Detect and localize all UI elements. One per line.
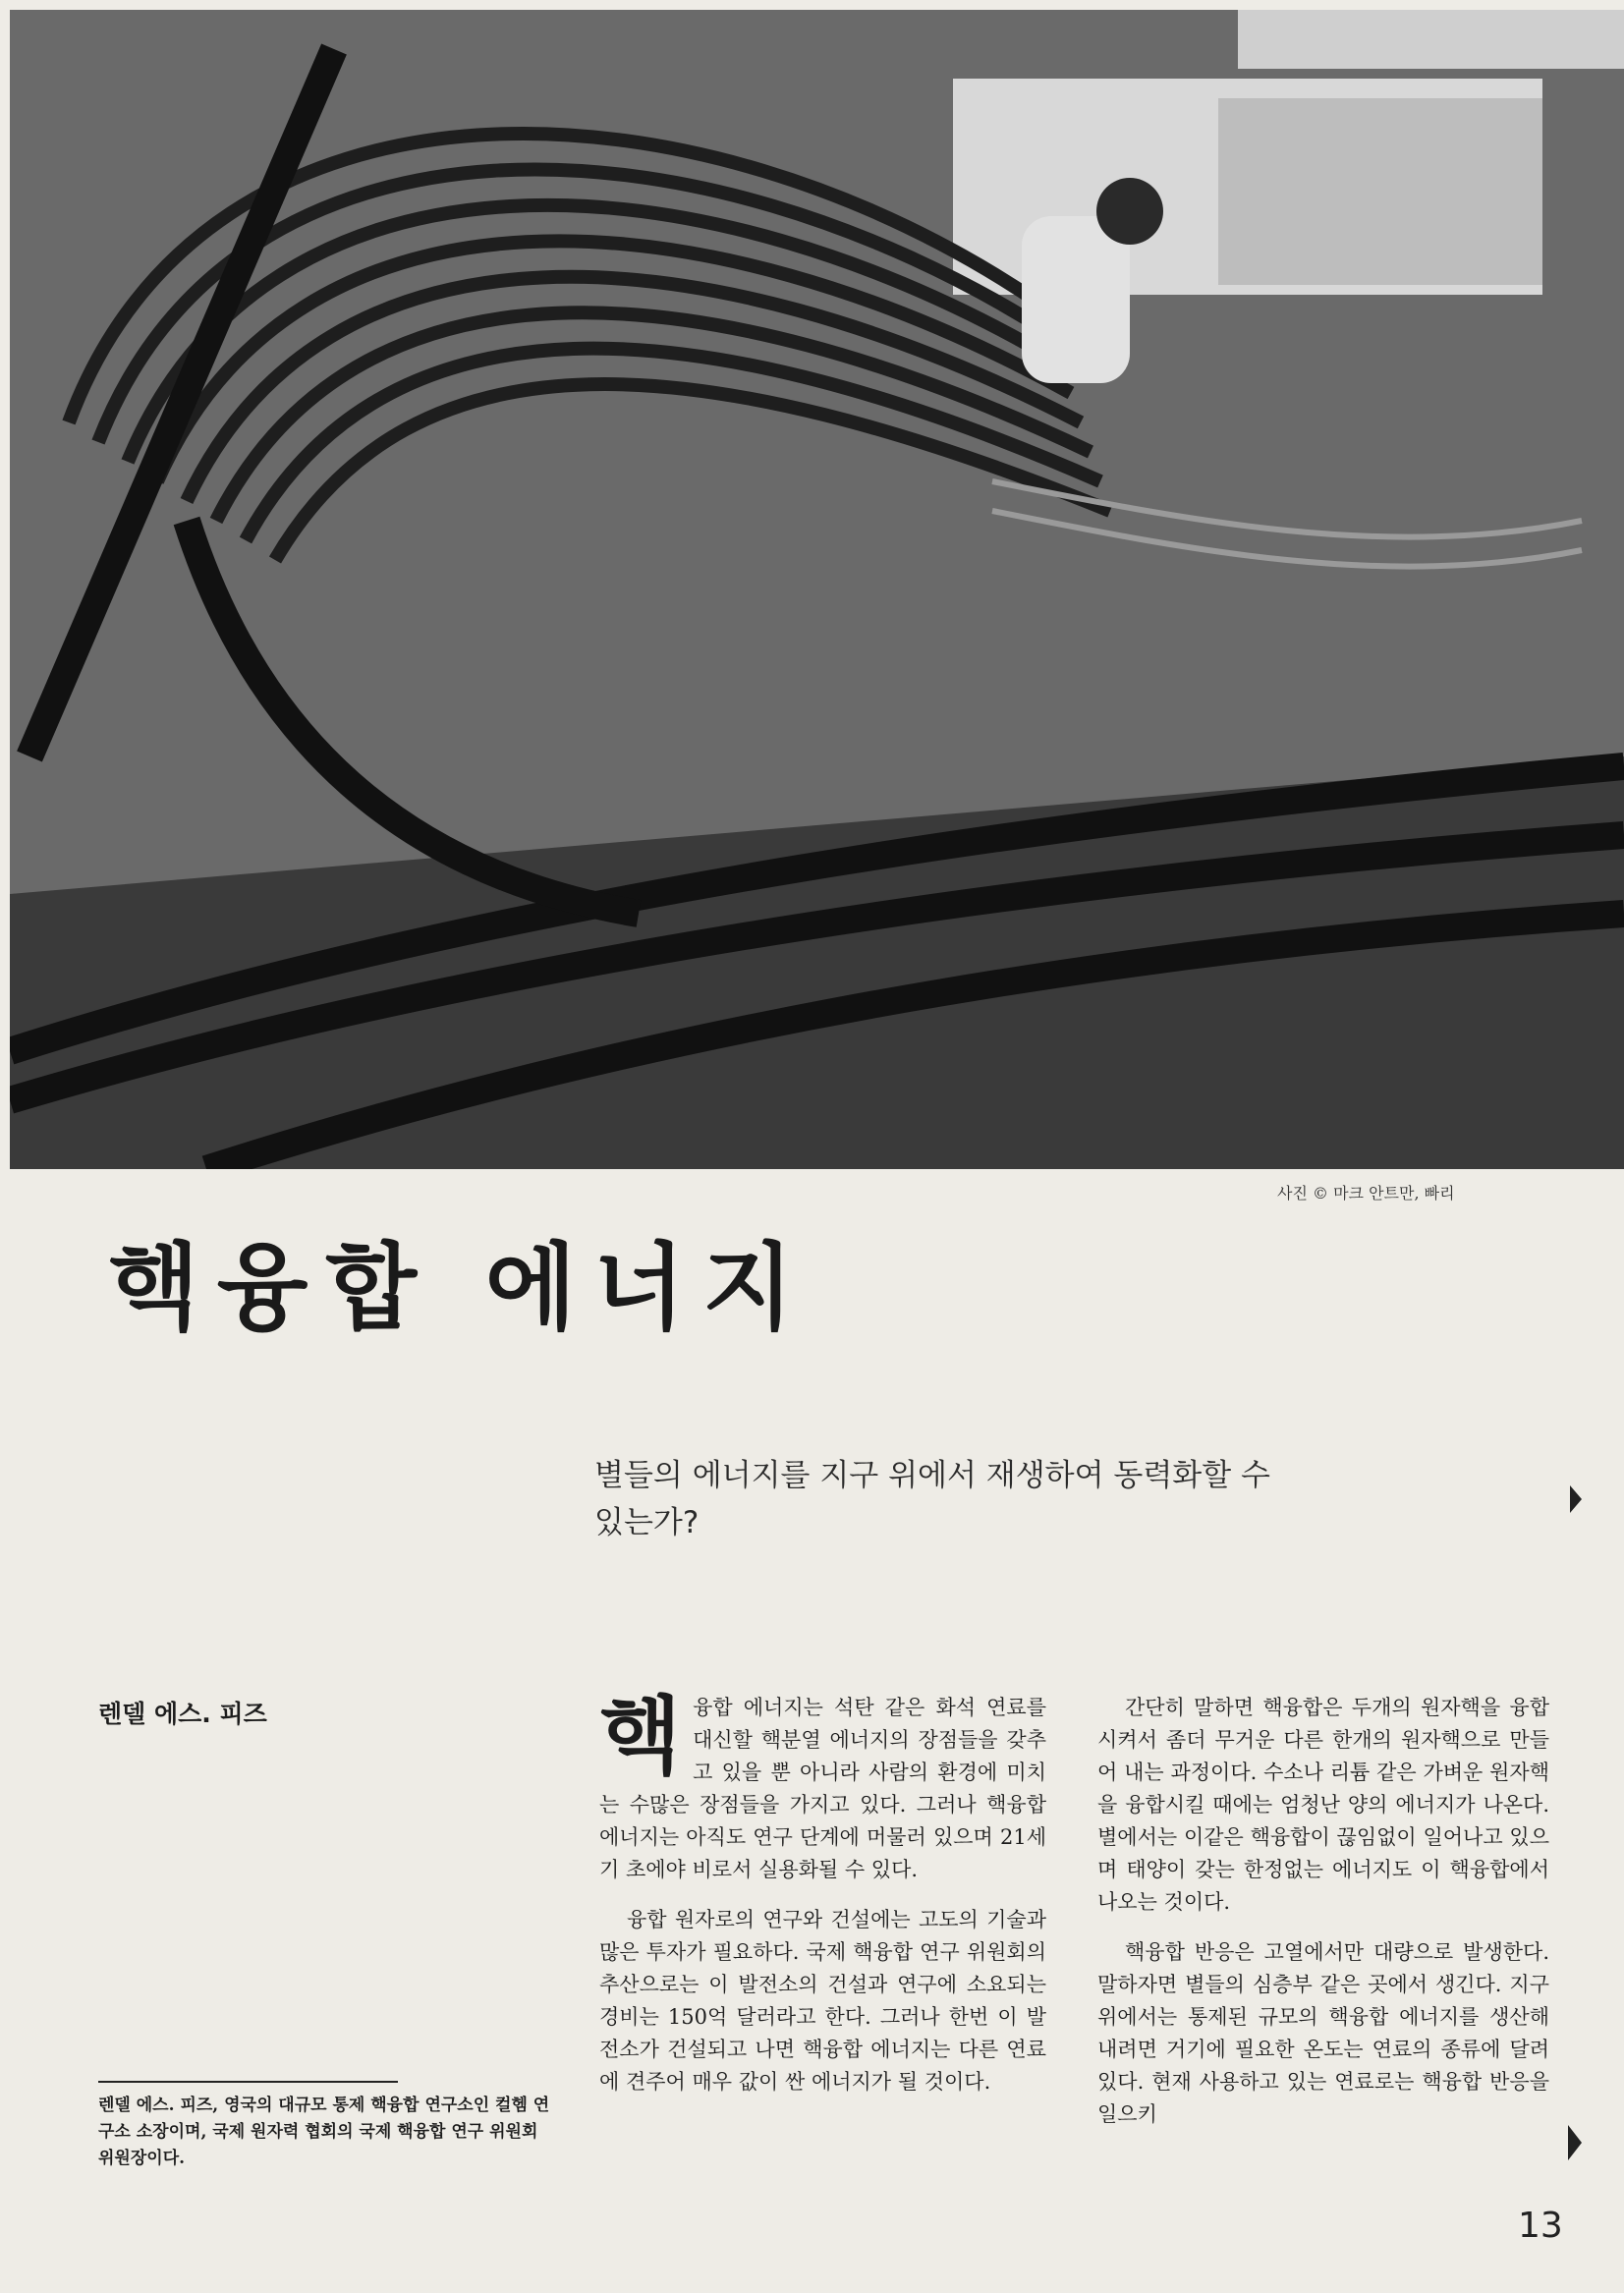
paragraph-1-text: 융합 에너지는 석탄 같은 화석 연료를 대신할 핵분열 에너지의 장점들을 갖추고 있을 뿐 아니라 사람의 환경에 미치는 수많은 장점들을 가지고 있다. 그러나 핵융합 에너지는 아직도 연구 단계에 머물러 있으며 21세기 초에야 비로서 실용화될 수 있다. bbox=[599, 1696, 1046, 1881]
column-1 bbox=[599, 1688, 1046, 2116]
article-subtitle: 별들의 에너지를 지구 위에서 재생하여 동력화할 수 있는가? bbox=[594, 1458, 1270, 1540]
paragraph-4: 핵융합 반응은 고열에서만 대량으로 발생한다. 말하자면 별들의 심층부 같은 곳에서 생긴다. 지구 위에서는 통제된 규모의 핵융합 에너지를 생산해 내려면 거기에 필요한 온도는 연료의 종류에 달려있다. 현재 사용하고 있는 연료로는 핵융합 반응을 일으키 bbox=[1097, 1940, 1549, 2126]
next-page-arrow-icon bbox=[1568, 2125, 1582, 2160]
paragraph-1 bbox=[599, 1688, 1046, 1886]
dropcap: 핵 bbox=[599, 1688, 682, 1786]
paragraph-2: 융합 원자로의 연구와 건설에는 고도의 기술과 많은 투자가 필요하다. 국제 핵융합 연구 위원회의 추산으로는 이 발전소의 건설과 연구에 소요되는 경비는 150억 달러라고 한다. 그러나 한번 이 발전소가 건설되고 나면 핵융합 에너지는 다른 연료에 견주어 매우 값이 싼 에너지가 될 것이다. bbox=[599, 1908, 1046, 2094]
continue-arrow-icon bbox=[1570, 1485, 1582, 1513]
bio-divider bbox=[98, 2081, 398, 2083]
fusion-coil-photo bbox=[10, 10, 1624, 1169]
author-bio: 렌델 에스. 피즈, 영국의 대규모 통제 핵융합 연구소인 컬헴 연구소 소장이며, 국제 원자력 협회의 국제 핵융합 연구 위원회 위원장이다. bbox=[98, 2096, 550, 2168]
page-number: 13 bbox=[1518, 2206, 1563, 2246]
fusion-coil-illustration bbox=[10, 10, 1624, 1169]
article-title: 핵융합 에너지 bbox=[108, 1233, 812, 1343]
column-2 bbox=[1097, 1692, 1549, 2149]
author-name: 렌델 에스. 피즈 bbox=[98, 1700, 267, 1728]
photo-credit: 사진 © 마크 안트만, 빠리 bbox=[1277, 1184, 1455, 1202]
paragraph-3: 간단히 말하면 핵융합은 두개의 원자핵을 융합시켜서 좀더 무거운 다른 한개의 원자핵으로 만들어 내는 과정이다. 수소나 리튬 같은 가벼운 원자핵을 융합시킬 때에는 엄청난 양의 에너지가 나온다. 별에서는 이같은 핵융합이 끊임없이 일어나고 있으며 태양이 갖는 한정없는 에너지도 이 핵융합에서 나오는 것이다. bbox=[1097, 1696, 1549, 1914]
